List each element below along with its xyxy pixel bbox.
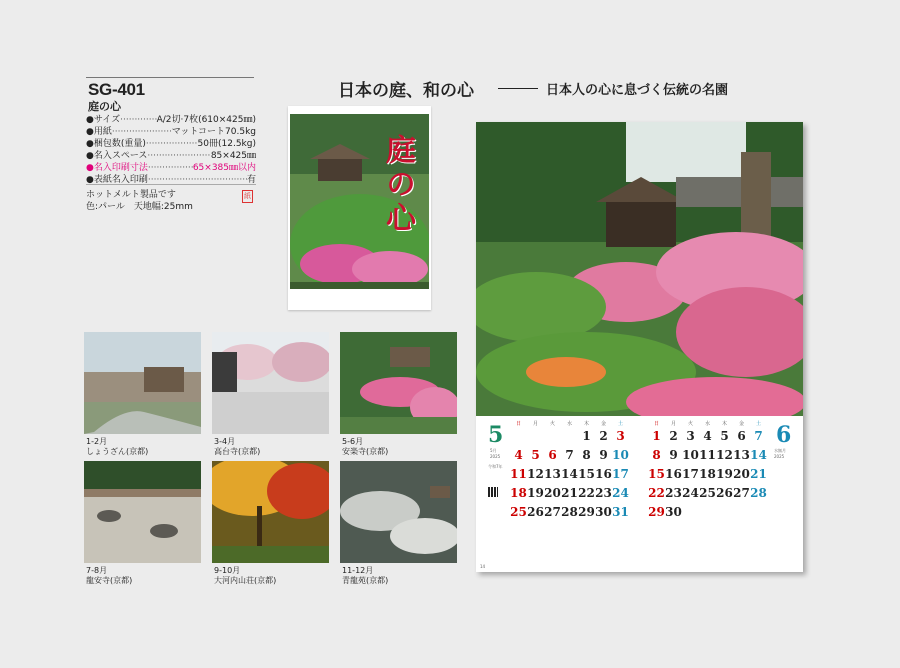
thumb-jul-aug — [84, 461, 201, 563]
june-calendar-grid — [648, 420, 767, 522]
spec-label: ●名入スペース ····· — [86, 150, 211, 162]
spec-row — [86, 150, 256, 162]
qr-code-icon — [488, 487, 498, 497]
day: 1 — [582, 429, 591, 443]
weekday: 月 — [670, 421, 676, 427]
day: 19 — [716, 467, 733, 481]
caption-nov-dec — [342, 566, 388, 586]
day: 1 — [652, 429, 661, 443]
caption-place: しょうざん(京都) — [86, 447, 149, 456]
day: 18 — [510, 486, 527, 500]
day — [716, 503, 733, 522]
spec-divider — [86, 184, 256, 185]
caption-place: 龍安寺(京都) — [86, 576, 133, 585]
caption-place: 安楽寺(京都) — [342, 447, 389, 456]
day: 24 — [682, 486, 699, 500]
headline: 日本の庭、和の心 — [338, 81, 474, 101]
caption-months: 7-8月 — [86, 566, 108, 575]
weekday: 金 — [738, 421, 744, 427]
day: 29 — [578, 505, 595, 519]
day: 9 — [599, 448, 608, 462]
day: 8 — [652, 448, 661, 462]
week-row — [648, 465, 767, 484]
day: 14 — [561, 467, 578, 481]
garden-photo — [476, 122, 803, 416]
day: 16 — [665, 467, 682, 481]
day — [561, 427, 578, 446]
spec-value: A/2切·7枚(610×425㎜) — [156, 115, 256, 125]
caption-jul-aug — [86, 566, 132, 586]
may-month-label — [490, 448, 500, 460]
week-row — [510, 465, 629, 484]
caption-jan-feb — [86, 437, 148, 457]
day: 7 — [754, 429, 763, 443]
day: 10 — [682, 448, 699, 462]
day: 17 — [612, 467, 629, 481]
weekday: 木 — [721, 421, 727, 427]
caption-months: 1-2月 — [86, 437, 108, 446]
day: 12 — [716, 448, 733, 462]
spec-label: ●名入印刷寸法 ····· — [86, 162, 193, 174]
day — [510, 427, 527, 446]
spec-value: 85×425㎜ — [210, 151, 256, 161]
day: 10 — [612, 448, 629, 462]
spec-row-highlight — [86, 162, 256, 174]
day: 21 — [750, 467, 767, 481]
day: 14 — [750, 448, 767, 462]
june-year: 2025 — [774, 454, 785, 459]
day: 13 — [733, 448, 750, 462]
day: 4 — [703, 429, 712, 443]
day: 26 — [527, 505, 544, 519]
day: 27 — [544, 505, 561, 519]
spec-label: ●梱包数(重量) ····· — [86, 138, 198, 150]
day: 20 — [733, 467, 750, 481]
day: 25 — [699, 486, 716, 500]
cover-image — [288, 106, 431, 310]
day: 6 — [737, 429, 746, 443]
caption-months: 9-10月 — [214, 566, 241, 575]
week-row — [648, 484, 767, 503]
thumb-nov-dec — [340, 461, 457, 563]
day: 21 — [561, 486, 578, 500]
day: 2 — [599, 429, 608, 443]
thumb-jan-feb — [84, 332, 201, 434]
cover-title: 庭の心 — [380, 134, 415, 236]
spec-row — [86, 114, 256, 126]
top-rule — [86, 77, 254, 78]
caption-place: 大河内山荘(京都) — [214, 576, 277, 585]
spec-label: ●用紙 ····· — [86, 126, 172, 138]
day — [750, 503, 767, 522]
june-month-number: 6 — [776, 422, 792, 448]
day: 25 — [510, 505, 527, 519]
spec-value: マットコート70.5kg — [171, 127, 256, 137]
spec-value: 50冊(12.5kg) — [197, 139, 256, 149]
spec-value: 65×385㎜以内 — [192, 163, 256, 173]
day: 8 — [582, 448, 591, 462]
weekday: 水 — [704, 421, 710, 427]
day: 22 — [578, 486, 595, 500]
week-row — [648, 503, 767, 522]
day — [733, 503, 750, 522]
day — [527, 427, 544, 446]
day: 11 — [510, 467, 527, 481]
day: 6 — [548, 448, 557, 462]
weekday-header — [510, 420, 629, 427]
day: 27 — [733, 486, 750, 500]
day: 16 — [595, 467, 612, 481]
day: 5 — [720, 429, 729, 443]
thumb-sep-oct — [212, 461, 329, 563]
may-sub: 5月 — [490, 448, 497, 453]
weekday: 土 — [755, 421, 761, 427]
note-color: 色:パール 天地幅:25mm — [86, 202, 193, 212]
week-row — [648, 427, 767, 446]
calendar-page-preview — [476, 122, 803, 572]
day: 26 — [716, 486, 733, 500]
weekday: 火 — [687, 421, 693, 427]
weekday: 木 — [583, 421, 589, 427]
day: 18 — [699, 467, 716, 481]
caption-place: 高台寺(京都) — [214, 447, 261, 456]
day: 30 — [665, 505, 682, 519]
headline-dash — [498, 88, 538, 89]
june-sub: 水無月 — [774, 448, 786, 453]
product-name: 庭の心 — [88, 100, 121, 113]
spec-row — [86, 138, 256, 150]
weekday: 金 — [600, 421, 606, 427]
day: 31 — [612, 505, 629, 519]
spec-value: 有 — [246, 175, 256, 185]
day: 13 — [544, 467, 561, 481]
caption-months: 5-6月 — [342, 437, 364, 446]
cover-photo — [290, 114, 429, 289]
day: 19 — [527, 486, 544, 500]
day: 28 — [750, 486, 767, 500]
week-row — [510, 484, 629, 503]
weekday: 日 — [515, 421, 521, 427]
day: 12 — [527, 467, 544, 481]
weekday-header — [648, 420, 767, 427]
day: 29 — [648, 505, 665, 519]
day: 9 — [669, 448, 678, 462]
paper-stamp-icon: 紙 — [242, 190, 253, 203]
note-hotmelt: ホットメルト製品です — [86, 190, 176, 200]
spec-row — [86, 126, 256, 138]
day — [699, 503, 716, 522]
day — [682, 503, 699, 522]
week-row — [510, 503, 629, 522]
day: 15 — [578, 467, 595, 481]
day: 11 — [699, 448, 716, 462]
day: 30 — [595, 505, 612, 519]
day: 20 — [544, 486, 561, 500]
day: 4 — [514, 448, 523, 462]
day: 5 — [531, 448, 540, 462]
may-year: 2025 — [490, 454, 501, 459]
subheadline: 日本人の心に息づく伝統の名園 — [546, 83, 729, 98]
may-month-number: 5 — [488, 422, 504, 448]
spec-label: ●表紙名入印刷 ····· — [86, 174, 247, 186]
page-number: 14 — [480, 564, 486, 569]
caption-months: 3-4月 — [214, 437, 236, 446]
weekday: 日 — [653, 421, 659, 427]
weekday: 火 — [549, 421, 555, 427]
week-row — [510, 446, 629, 465]
day: 3 — [686, 429, 695, 443]
thumb-mar-apr — [212, 332, 329, 434]
week-row — [648, 446, 767, 465]
day: 24 — [612, 486, 629, 500]
thumb-may-jun — [340, 332, 457, 434]
week-row — [510, 427, 629, 446]
caption-months: 11-12月 — [342, 566, 374, 575]
caption-place: 青龍苑(京都) — [342, 576, 389, 585]
product-code: SG-401 — [88, 80, 145, 99]
day: 3 — [616, 429, 625, 443]
weekday: 水 — [566, 421, 572, 427]
notes — [86, 189, 193, 213]
weekday: 土 — [617, 421, 623, 427]
day: 7 — [565, 448, 574, 462]
caption-sep-oct — [214, 566, 276, 586]
day: 2 — [669, 429, 678, 443]
day — [544, 427, 561, 446]
day: 28 — [561, 505, 578, 519]
day: 23 — [595, 486, 612, 500]
caption-mar-apr — [214, 437, 260, 457]
day: 15 — [648, 467, 665, 481]
spec-list — [86, 114, 256, 186]
may-calendar-grid — [510, 420, 629, 522]
caption-may-jun — [342, 437, 388, 457]
spec-label: ●サイズ ····· — [86, 114, 157, 126]
day: 17 — [682, 467, 699, 481]
day: 23 — [665, 486, 682, 500]
day: 22 — [648, 486, 665, 500]
june-month-label — [774, 448, 786, 460]
weekday: 月 — [532, 421, 538, 427]
calendar-note: 令和7年 — [488, 464, 503, 469]
